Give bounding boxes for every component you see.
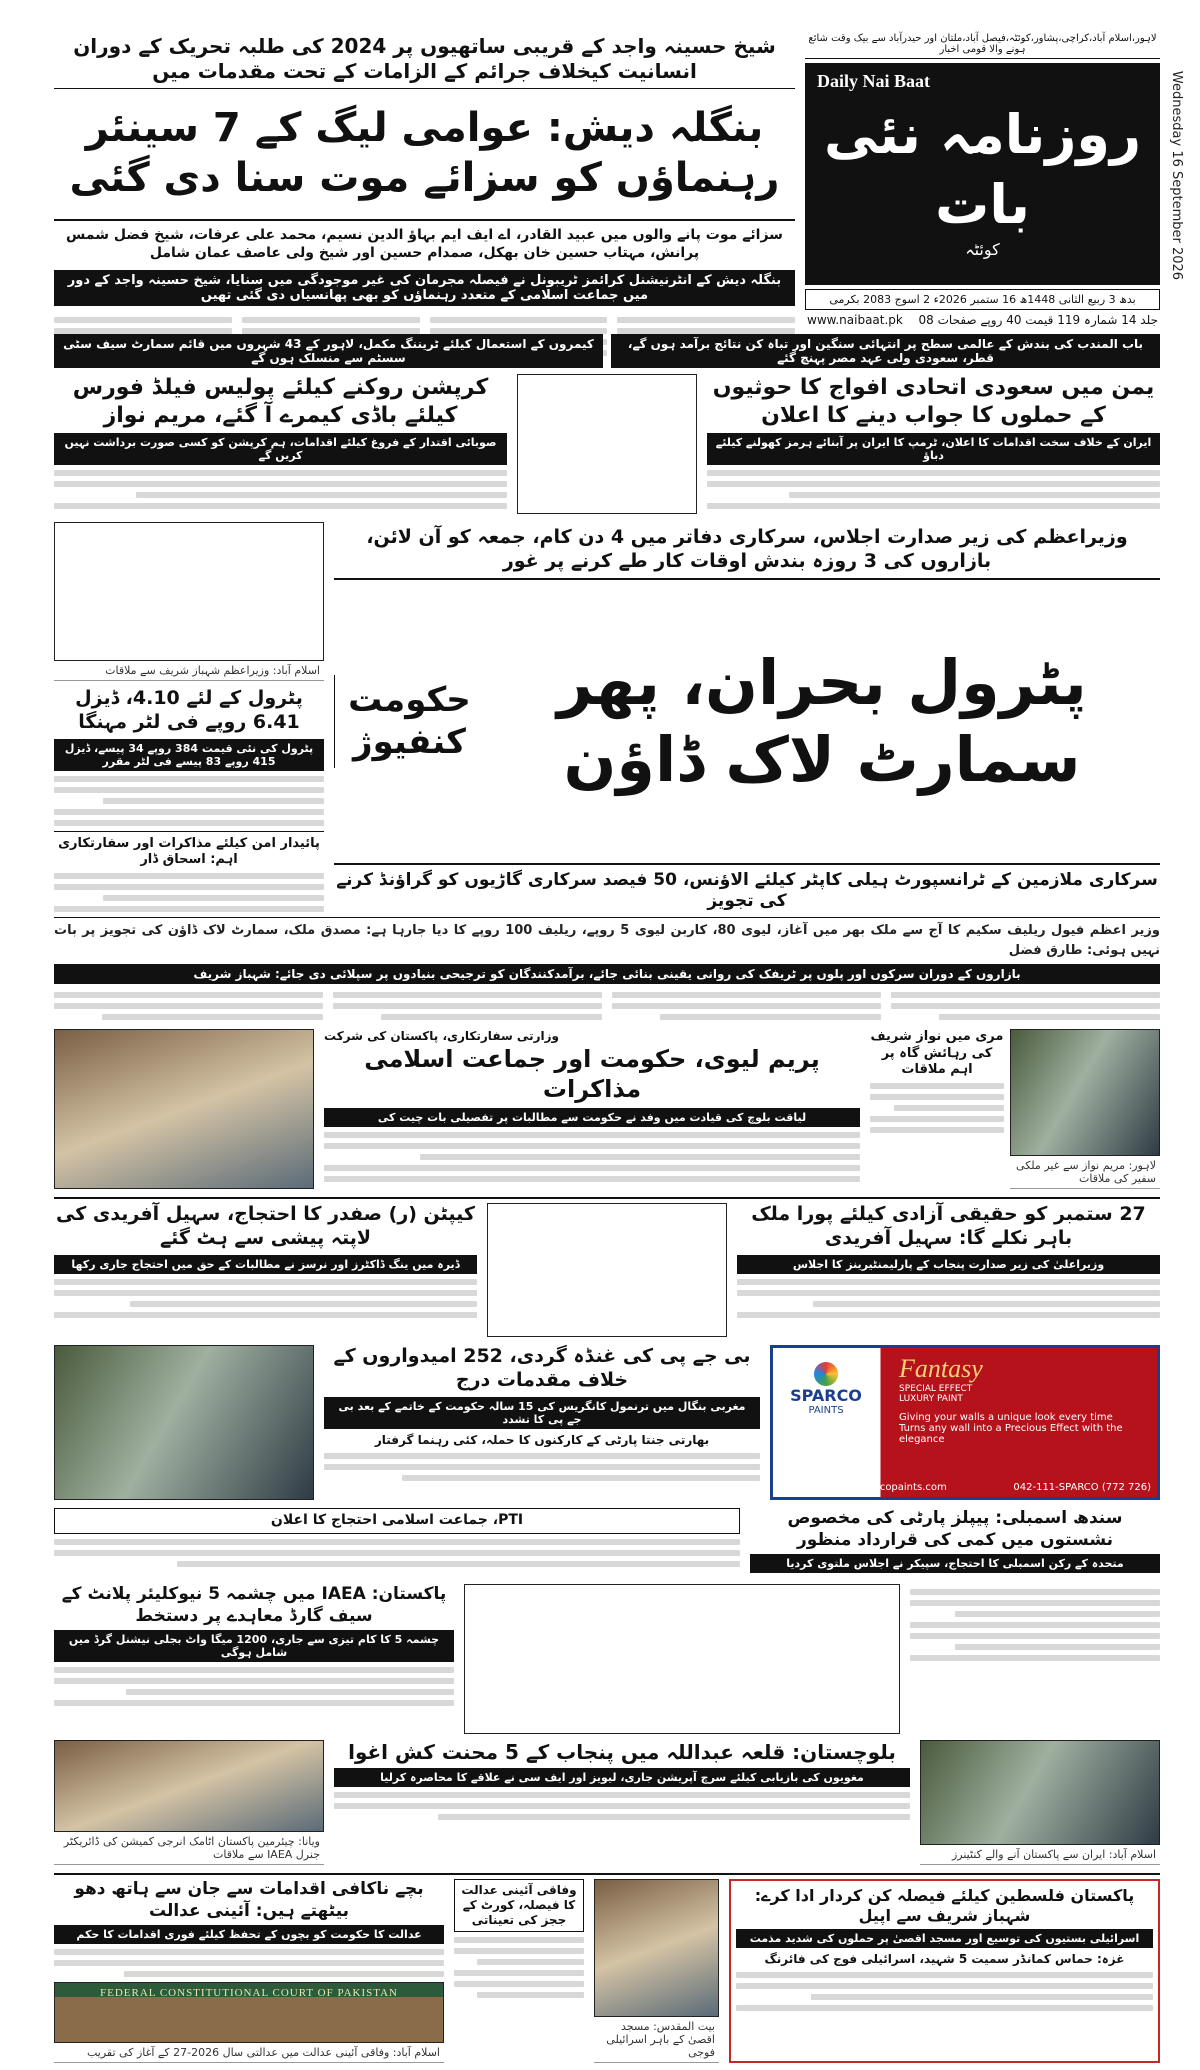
safdar-headline: کیپٹن (ر) صفدر کا احتجاج، سہیل آفریدی کی لاپتہ پیشی سے ہٹ گئے — [56, 1203, 475, 1250]
ad-phone: 042-111-SPARCO (772 726) — [1013, 1482, 1151, 1494]
pti-talks-kicker: وزارتی سفارتکاری، پاکستان کی شرکت — [324, 1029, 559, 1044]
sindh-row — [54, 1508, 1160, 1578]
body-camera-headline: کرپشن روکنے کیلئے پولیس فیلڈ فورس کیلئے باڈی کیمرے آ گئے، مریم نواز — [72, 375, 489, 428]
iaea-story — [54, 1584, 454, 1734]
top-story-kicker: شیخ حسینہ واجد کے قریبی ساتھیوں پر 2024 کی طلبہ تحریک کے دوران انسانیت کیخلاف جرائم کے الزامات کے تحت مقدمات میں — [54, 30, 795, 89]
sindh-story — [750, 1508, 1160, 1578]
maryam-box — [870, 1029, 1160, 1189]
palestine-headline: پاکستان فلسطین کیلئے فیصلہ کن کردار ادا کرے: شہباز شریف سے اپیل — [754, 1886, 1135, 1926]
maryam-headline: مری میں نواز شریف کی رہائش گاہ پر اہم ملاقات — [870, 1029, 1004, 1077]
lead-strap: بازاروں کے دوران سرکوں اور پلوں پر ٹریفک کی روانی یقینی بنائی جائے، برآمدکنندگان کو ترجیحی بنیادوں پر سپلائی دی جائے: شہباز شریف — [54, 964, 1160, 984]
sindh-strap: متحدہ کے رکن اسمبلی کا احتجاج، سپیکر نے اجلاس ملتوی کردیا — [750, 1554, 1160, 1573]
crowd-photo — [54, 1345, 314, 1500]
talks-row — [54, 1029, 1160, 1189]
balochistan-story — [334, 1740, 910, 1865]
afridi-story — [737, 1203, 1160, 1337]
pm-meeting-caption: اسلام آباد: وزیراعظم شہباز شریف سے ملاقات — [54, 661, 324, 681]
bottom-row — [54, 1873, 1160, 2063]
sparco-logo: SPARCO PAINTS — [781, 1362, 871, 1416]
aqsa-photo — [594, 1879, 719, 2017]
iaea-row — [54, 1584, 1160, 1734]
lead-story — [334, 522, 1160, 917]
date-vertical: Wednesday 16 September 2026 — [1169, 70, 1185, 280]
yemen-headline: یمن میں سعودی اتحادی افواج کا حوثیوں کے حملوں کا جواب دینے کا اعلان — [712, 375, 1155, 428]
bengal-headline: بی جے پی کی غنڈہ گردی، 252 امیدواروں کے خلاف مقدمات درج — [333, 1345, 751, 1392]
masthead-issue-info: جلد 14 شمارہ 119 قیمت 40 روپے صفحات 08 — [918, 313, 1158, 327]
children-strap: عدالت کا حکومت کو بچوں کے تحفظ کیلئے فوری اقدامات کا حکم — [54, 1925, 444, 1944]
balochistan-strap: مغویوں کی بازیابی کیلئے سرچ آپریشن جاری، لیویز اور ایف سی نے علاقے کا محاصرہ کرلیا — [334, 1768, 910, 1787]
body-camera-strap: صوبائی اقتدار کے فروغ کیلئے اقدامات، ہم کرپشن کو کسی صورت برداشت نہیں کریں گے — [54, 433, 507, 465]
pti-talks-headline: پریم لیوی، حکومت اور جماعت اسلامی مذاکرات — [364, 1045, 820, 1104]
iaea-strap: چشمہ 5 کا کام تیزی سے جاری، 1200 میگا واٹ بجلی نیشنل گرڈ میں شامل ہوگی — [54, 1630, 454, 1662]
balochistan-row — [54, 1740, 1160, 1865]
fuel-price-strap: پٹرول کی نئی قیمت 384 روپے 34 پیسے، ڈیزل 415 روپے 83 پیسے فی لٹر مقرر — [54, 739, 324, 771]
pm-meeting-photo — [54, 522, 324, 661]
meeting-photo — [487, 1203, 727, 1337]
containers-photo — [920, 1740, 1160, 1845]
lead-subhead: سرکاری ملازمین کے ٹرانسپورٹ ہیلی کاپٹر کیلئے الاؤنس، 50 فیصد سرکاری گاڑیوں کو گراؤنڈ کرنے کی تجویز — [334, 863, 1160, 918]
masthead-english-name: Daily Nai Baat — [817, 71, 931, 91]
fuel-price-headline: پٹرول کے لئے 4.10، ڈیزل 6.41 روپے فی لٹر مہنگا — [75, 687, 303, 733]
protest-row — [54, 1197, 1160, 1337]
iaea-photo — [54, 1740, 324, 1832]
yemen-strap: ایران کے خلاف سخت اقدامات کا اعلان، ٹرمپ کا ایران پر آبنائے ہرمز کھولنے کیلئے دباؤ — [707, 433, 1160, 465]
top-story-strap: بنگلہ دیش کے انٹرنیشنل کرائمز ٹریبونل نے فیصلہ مجرمان کی غیر موجودگی میں سنایا، شیخ حسینہ واجد کے دور میں جماعت اسلامی کے متعدد رہنماؤں کو بھی پھانسیاں دی گئی تھیں — [54, 270, 795, 306]
bengal-strap: مغربی بنگال میں ترنمول کانگریس کی 15 سالہ حکومت کے خاتمے کے بعد بی جے پی کا تشدد — [324, 1397, 760, 1429]
safdar-story — [54, 1203, 477, 1337]
sindh-headline: سندھ اسمبلی: پیپلز پارٹی کی مخصوص نشستوں میں کمی کی قرارداد منظور — [787, 1508, 1123, 1550]
lead-summary: وزیر اعظم فیول ریلیف سکیم کا آج سے ملک بھر میں آغاز، لیوی 80، کاربن لیوی 5 روپے، ریلیف 100 روپے کا دیا جارہا ہے: مصدق ملک، سمارٹ لاک ڈاؤن کی تجویز پر بات نہیں ہوئی: طارق فضل — [54, 917, 1160, 961]
ad-bullet-1: Giving your walls a unique look every time — [899, 1412, 1113, 1424]
masthead-website[interactable]: www.naibaat.pk — [807, 313, 903, 327]
left-column — [54, 522, 324, 917]
iaea-caption: ویانا: چیئرمین پاکستان اٹامک انرجی کمیشن کی ڈائریکٹر جنرل IAEA سے ملاقات — [54, 1832, 324, 1865]
containers-caption: اسلام آباد: ایران سے پاکستان آنے والے کنٹینرز — [920, 1845, 1160, 1865]
top-story-headline: بنگلہ دیش: عوامی لیگ کے 7 سینئر رہنماؤں کو سزائے موت سنا دی گئی — [69, 105, 780, 201]
header — [54, 30, 1160, 330]
safdar-strap: ڈیرہ میں ینگ ڈاکٹرز اور نرسز نے مطالبات کے حق میں احتجاج جاری رکھا — [54, 1255, 477, 1274]
ad-bullet-2: Turns any wall into a Precious Effect with the elegance — [899, 1423, 1123, 1446]
palestine-story — [729, 1879, 1160, 2063]
ad-row — [54, 1345, 1160, 1500]
lead-kicker: وزیراعظم کی زیر صدارت اجلاس، سرکاری دفاتر میں 4 دن کام، جمعہ کو آن لائن، بازاروں کی 3 روزہ بندش اوقات کار طے کرنے پر غور — [334, 522, 1160, 580]
lead-side-headline: حکومت کنفیوژ — [334, 675, 484, 768]
court-box-headline: وفاقی آئینی عدالت کا فیصلہ، کورٹ کے ججز کی تعیناتی — [454, 1879, 584, 1932]
masthead-city: کوئٹہ — [965, 240, 1000, 260]
lead-body — [54, 987, 1160, 1023]
iaea-headline: پاکستان: IAEA میں چشمہ 5 نیوکلیئر پلانٹ کے سیف گارڈ معاہدے پر دستخط — [61, 1584, 447, 1626]
lead-section — [54, 522, 1160, 917]
masthead-urdu-name: روزنامہ نئی بات — [823, 103, 1142, 237]
sparco-logo-mark — [814, 1362, 838, 1386]
balochistan-headline: بلوچستان: قلعہ عبداللہ میں پنجاب کے 5 محنت کش اغوا — [348, 1740, 896, 1765]
top-story — [54, 30, 795, 330]
sparco-ad[interactable]: SPARCO PAINTS Fantasy SPECIAL EFFECT LUXURY PAINT Giving your walls a unique look every time Turns any wall into a Precious Effect with the elegance Visit us at www.sparcopaints.com 042-111-SPARCO (772 726) — [770, 1345, 1160, 1500]
children-headline: بچے ناکافی اقدامات سے جان سے ہاتھ دھو بیٹھتے ہیں: آئینی عدالت — [74, 1879, 424, 1921]
court-banner: FEDERAL CONSTITUTIONAL COURT OF PAKISTAN — [100, 1986, 398, 1999]
pti-protest-headline: PTI، جماعت اسلامی احتجاج کا اعلان — [54, 1508, 740, 1534]
talks-left-photo — [54, 1029, 314, 1189]
masthead-hijri-date: بدھ 3 ربیع الثانی 1448ھ 16 ستمبر 2026ء 2 اسوج 2083 بکرمی — [805, 289, 1160, 310]
protest-photo — [464, 1584, 900, 1734]
body-camera-story — [54, 374, 507, 514]
court-caption: اسلام آباد: وفاقی آئینی عدالت میں عدالتی سال 2026-27 کے آغاز کی تقریب — [54, 2043, 444, 2063]
children-story — [54, 1879, 444, 2063]
talks-left — [54, 1029, 314, 1189]
maryam-caption: لاہور: مریم نواز سے غیر ملکی سفیر کی ملاقات — [1010, 1156, 1160, 1189]
bengal-story — [324, 1345, 760, 1500]
leaders-photo — [517, 374, 697, 514]
bengal-sub: بھارتی جنتا پارٹی کے کارکنوں کا حملہ، کئی رہنما گرفتار — [374, 1432, 710, 1447]
top-story-subline: سزائے موت پانے والوں میں عبید القادر، اے ایف ایم بہاؤ الدین نسیم، محمد علی عرفات، شیخ فضل شمس پرانش، مہتاب حسین خان بھکل، صمدام حسین اور شیخ ولی عاصف عمان شامل — [66, 227, 783, 261]
yemen-story — [707, 374, 1160, 514]
afridi-headline: 27 ستمبر کو حقیقی آزادی کیلئے پورا ملک باہر نکلے گا: سہیل آفریدی — [751, 1203, 1146, 1250]
court-box — [454, 1879, 584, 2063]
second-row — [54, 374, 1160, 514]
ribbon-right: باب المندب کی بندش کے عالمی سطح پر انتہائی سنگین اور تباہ کن نتائج برآمد ہوں گے، قطر، سعودی ولی عہد مصر پہنچ گئے — [611, 334, 1160, 368]
maryam-photo — [1010, 1029, 1160, 1156]
pti-talks-strap: لیاقت بلوچ کی قیادت میں وفد نے حکومت سے مطالبات پر تفصیلی بات چیت کی — [324, 1108, 860, 1127]
masthead — [805, 30, 1160, 330]
ribbon-left: کیمروں کے استعمال کیلئے ٹریننگ مکمل، لاہور کے 43 شہروں میں قائم سمارٹ سیف سٹی سسٹم سے منسلک ہوں گے — [54, 334, 603, 368]
court-photo — [54, 1982, 444, 2044]
ad-url[interactable]: Visit us at www.sparcopaints.com — [779, 1482, 947, 1494]
ad-product: Fantasy — [899, 1354, 983, 1384]
palestine-strap: اسرائیلی بستیوں کی توسیع اور مسجد اقصیٰ پر حملوں کی شدید مذمت — [736, 1929, 1153, 1948]
masthead-title-block — [805, 63, 1160, 285]
ishaq-dar-headline: پائیدار امن کیلئے مذاکرات اور سفارتکاری اہم: اسحاق ڈار — [54, 831, 324, 869]
pti-talks-story — [324, 1029, 860, 1189]
masthead-editions: لاہور،اسلام آباد،کراچی،پشاور،کوئٹہ،فیصل آباد،ملتان اور حیدرآباد سے بیک وقت شائع ہونے والا قومی اخبار — [805, 30, 1160, 59]
palestine-sub: غزہ: حماس کمانڈر سمیت 5 شہید، اسرائیلی فوج کی فائرنگ — [764, 1952, 1125, 1967]
aqsa-caption: بیت المقدس: مسجد اقصیٰ کے باہر اسرائیلی فوجی — [594, 2017, 719, 2063]
afridi-strap: وزیراعلیٰ کی زیر صدارت پنجاب کے پارلیمنٹیرینز کا اجلاس — [737, 1255, 1160, 1274]
lead-headline: پٹرول بحران، پھر سمارٹ لاک ڈاؤن — [557, 645, 1087, 796]
